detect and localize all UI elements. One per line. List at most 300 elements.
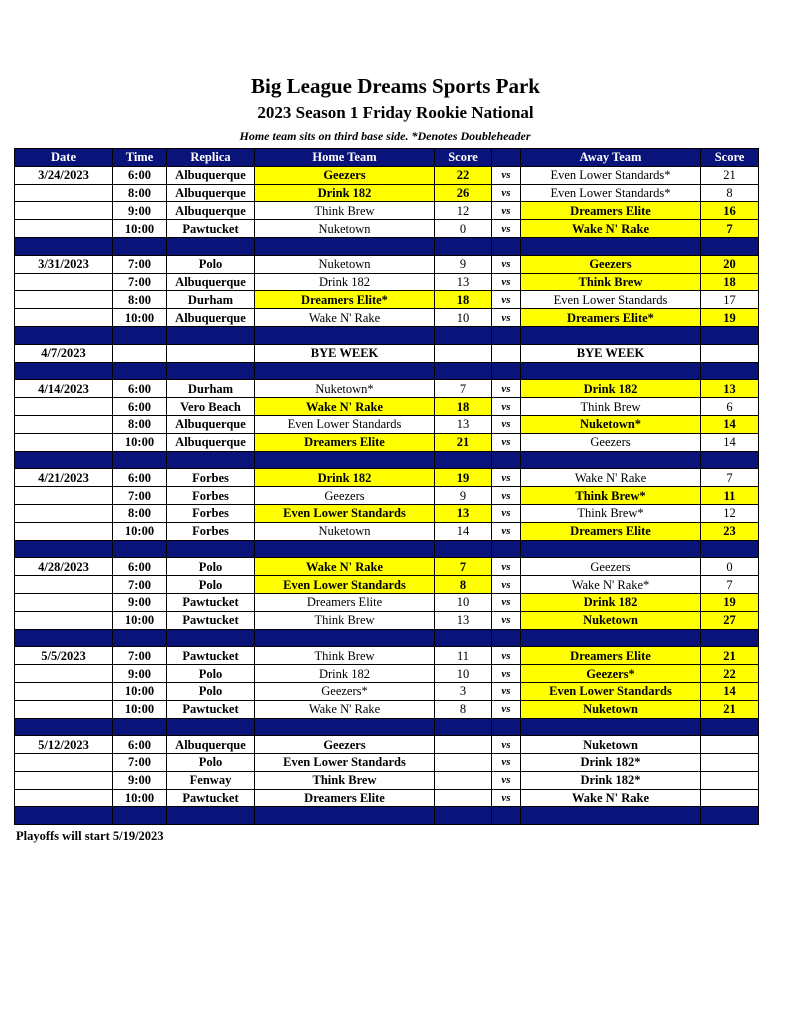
date-cell: [15, 682, 113, 700]
game-row: [15, 558, 759, 576]
game-row: [15, 309, 759, 327]
away-score-cell: 21: [701, 700, 759, 718]
home-team-cell: Wake N' Rake: [255, 700, 435, 718]
vs-cell: vs: [492, 398, 521, 416]
time-cell: 6:00: [113, 166, 167, 184]
separator-cell: [435, 237, 492, 255]
home-score-cell: [435, 754, 492, 772]
separator-cell: [255, 451, 435, 469]
away-team-cell: Nuketown: [521, 611, 701, 629]
home-score-cell: 9: [435, 255, 492, 273]
date-cell: 4/7/2023: [15, 344, 113, 362]
game-row: [15, 522, 759, 540]
separator-cell: [15, 451, 113, 469]
away-team-cell: Dreamers Elite: [521, 647, 701, 665]
replica-cell: Albuquerque: [167, 433, 255, 451]
separator-cell: [701, 237, 759, 255]
separator-cell: [255, 629, 435, 647]
game-row: [15, 754, 759, 772]
separator-cell: [15, 237, 113, 255]
replica-cell: Polo: [167, 682, 255, 700]
week-separator-row: [15, 326, 759, 344]
home-team-cell: Dreamers Elite: [255, 593, 435, 611]
date-cell: 4/28/2023: [15, 558, 113, 576]
replica-cell: Albuquerque: [167, 184, 255, 202]
away-score-cell: 14: [701, 682, 759, 700]
date-cell: [15, 754, 113, 772]
game-row: [15, 771, 759, 789]
header-vs: [492, 149, 521, 167]
separator-cell: [701, 718, 759, 736]
game-row: [15, 576, 759, 594]
date-cell: [15, 433, 113, 451]
away-score-cell: [701, 789, 759, 807]
replica-cell: Vero Beach: [167, 398, 255, 416]
time-cell: 7:00: [113, 487, 167, 505]
away-score-cell: 6: [701, 398, 759, 416]
separator-cell: [521, 629, 701, 647]
playoffs-note: Playoffs will start 5/19/2023: [16, 829, 164, 843]
date-cell: [15, 522, 113, 540]
vs-cell: vs: [492, 682, 521, 700]
time-cell: 10:00: [113, 789, 167, 807]
replica-cell: Durham: [167, 380, 255, 398]
separator-cell: [435, 718, 492, 736]
away-team-cell: Wake N' Rake: [521, 469, 701, 487]
separator-cell: [167, 718, 255, 736]
separator-cell: [521, 362, 701, 380]
week-separator-row: [15, 718, 759, 736]
home-score-cell: 10: [435, 309, 492, 327]
away-score-cell: 13: [701, 380, 759, 398]
replica-cell: Polo: [167, 255, 255, 273]
away-score-cell: 18: [701, 273, 759, 291]
separator-cell: [113, 326, 167, 344]
home-team-cell: BYE WEEK: [255, 344, 435, 362]
vs-cell: [492, 344, 521, 362]
separator-cell: [435, 540, 492, 558]
replica-cell: Polo: [167, 754, 255, 772]
away-team-cell: Geezers*: [521, 665, 701, 683]
replica-cell: Durham: [167, 291, 255, 309]
game-row: [15, 398, 759, 416]
separator-cell: [113, 451, 167, 469]
vs-cell: vs: [492, 700, 521, 718]
away-team-cell: Think Brew: [521, 273, 701, 291]
replica-cell: Pawtucket: [167, 789, 255, 807]
separator-cell: [701, 362, 759, 380]
separator-cell: [701, 629, 759, 647]
home-score-cell: 21: [435, 433, 492, 451]
replica-cell: Forbes: [167, 522, 255, 540]
time-cell: 7:00: [113, 576, 167, 594]
home-score-cell: 13: [435, 415, 492, 433]
separator-cell: [255, 237, 435, 255]
replica-cell: Albuquerque: [167, 309, 255, 327]
time-cell: 6:00: [113, 469, 167, 487]
replica-cell: Pawtucket: [167, 220, 255, 238]
separator-cell: [492, 807, 521, 825]
vs-cell: vs: [492, 273, 521, 291]
home-team-cell: Geezers: [255, 736, 435, 754]
replica-cell: Albuquerque: [167, 273, 255, 291]
home-team-cell: Nuketown: [255, 255, 435, 273]
replica-cell: Polo: [167, 576, 255, 594]
home-score-cell: 8: [435, 700, 492, 718]
time-cell: 9:00: [113, 202, 167, 220]
separator-cell: [435, 451, 492, 469]
home-team-cell: Think Brew: [255, 647, 435, 665]
page-subtitle: 2023 Season 1 Friday Rookie National: [257, 103, 534, 122]
home-team-cell: Drink 182: [255, 469, 435, 487]
home-team-cell: Dreamers Elite*: [255, 291, 435, 309]
separator-cell: [113, 629, 167, 647]
separator-cell: [167, 237, 255, 255]
separator-cell: [113, 540, 167, 558]
away-score-cell: 21: [701, 166, 759, 184]
separator-cell: [701, 540, 759, 558]
date-cell: [15, 700, 113, 718]
separator-cell: [167, 451, 255, 469]
game-row: [15, 291, 759, 309]
replica-cell: Albuquerque: [167, 202, 255, 220]
separator-cell: [701, 451, 759, 469]
away-score-cell: 22: [701, 665, 759, 683]
replica-cell: Pawtucket: [167, 593, 255, 611]
week-separator-row: [15, 540, 759, 558]
date-cell: 3/24/2023: [15, 166, 113, 184]
home-score-cell: [435, 771, 492, 789]
game-row: [15, 504, 759, 522]
vs-cell: vs: [492, 593, 521, 611]
away-team-cell: BYE WEEK: [521, 344, 701, 362]
date-cell: 3/31/2023: [15, 255, 113, 273]
separator-cell: [255, 718, 435, 736]
page-title: Big League Dreams Sports Park: [251, 74, 540, 98]
vs-cell: vs: [492, 309, 521, 327]
home-team-cell: Even Lower Standards: [255, 504, 435, 522]
separator-cell: [521, 718, 701, 736]
game-row: [15, 682, 759, 700]
replica-cell: Pawtucket: [167, 611, 255, 629]
separator-cell: [167, 629, 255, 647]
vs-cell: vs: [492, 789, 521, 807]
schedule-note: Home team sits on third base side. *Denotes Doubleheader: [239, 129, 531, 143]
game-row: [15, 273, 759, 291]
separator-cell: [15, 326, 113, 344]
date-cell: 5/12/2023: [15, 736, 113, 754]
away-score-cell: 16: [701, 202, 759, 220]
time-cell: 7:00: [113, 754, 167, 772]
away-score-cell: [701, 736, 759, 754]
game-row: [15, 202, 759, 220]
time-cell: 10:00: [113, 220, 167, 238]
home-team-cell: Think Brew: [255, 202, 435, 220]
date-cell: [15, 184, 113, 202]
home-team-cell: Drink 182: [255, 273, 435, 291]
time-cell: 8:00: [113, 184, 167, 202]
header-away-team: Away Team: [521, 149, 701, 167]
away-score-cell: [701, 344, 759, 362]
date-cell: [15, 291, 113, 309]
vs-cell: vs: [492, 522, 521, 540]
date-cell: [15, 789, 113, 807]
away-score-cell: 20: [701, 255, 759, 273]
separator-cell: [521, 326, 701, 344]
replica-cell: Pawtucket: [167, 700, 255, 718]
separator-cell: [167, 807, 255, 825]
away-team-cell: Geezers: [521, 433, 701, 451]
home-team-cell: Geezers: [255, 166, 435, 184]
home-team-cell: Even Lower Standards: [255, 754, 435, 772]
week-separator-row: [15, 629, 759, 647]
separator-cell: [521, 540, 701, 558]
home-team-cell: Think Brew: [255, 771, 435, 789]
time-cell: 10:00: [113, 611, 167, 629]
away-score-cell: 12: [701, 504, 759, 522]
home-team-cell: Drink 182: [255, 665, 435, 683]
away-team-cell: Nuketown: [521, 736, 701, 754]
time-cell: 9:00: [113, 593, 167, 611]
separator-cell: [521, 237, 701, 255]
separator-cell: [113, 807, 167, 825]
week-separator-row: [15, 362, 759, 380]
date-cell: [15, 202, 113, 220]
home-team-cell: Dreamers Elite: [255, 433, 435, 451]
replica-cell: Polo: [167, 665, 255, 683]
away-score-cell: 21: [701, 647, 759, 665]
time-cell: 9:00: [113, 771, 167, 789]
home-score-cell: 8: [435, 576, 492, 594]
home-team-cell: Geezers: [255, 487, 435, 505]
date-cell: [15, 593, 113, 611]
home-team-cell: Wake N' Rake: [255, 558, 435, 576]
separator-cell: [435, 362, 492, 380]
date-cell: [15, 487, 113, 505]
away-team-cell: Dreamers Elite*: [521, 309, 701, 327]
game-row: [15, 255, 759, 273]
header-home-score: Score: [435, 149, 492, 167]
separator-cell: [701, 326, 759, 344]
vs-cell: vs: [492, 255, 521, 273]
time-cell: 10:00: [113, 433, 167, 451]
time-cell: 8:00: [113, 291, 167, 309]
away-score-cell: [701, 754, 759, 772]
vs-cell: vs: [492, 469, 521, 487]
vs-cell: vs: [492, 611, 521, 629]
separator-cell: [255, 540, 435, 558]
replica-cell: Albuquerque: [167, 736, 255, 754]
separator-cell: [435, 326, 492, 344]
date-cell: [15, 576, 113, 594]
separator-cell: [492, 362, 521, 380]
home-score-cell: 3: [435, 682, 492, 700]
game-row: [15, 736, 759, 754]
home-score-cell: 0: [435, 220, 492, 238]
separator-cell: [492, 237, 521, 255]
time-cell: [113, 344, 167, 362]
home-score-cell: 22: [435, 166, 492, 184]
away-team-cell: Geezers: [521, 558, 701, 576]
home-team-cell: Nuketown*: [255, 380, 435, 398]
home-score-cell: 10: [435, 665, 492, 683]
home-score-cell: 18: [435, 398, 492, 416]
time-cell: 7:00: [113, 647, 167, 665]
date-cell: 5/5/2023: [15, 647, 113, 665]
vs-cell: vs: [492, 202, 521, 220]
game-row: [15, 415, 759, 433]
vs-cell: vs: [492, 576, 521, 594]
separator-cell: [15, 807, 113, 825]
away-score-cell: 7: [701, 576, 759, 594]
away-team-cell: Nuketown*: [521, 415, 701, 433]
away-team-cell: Think Brew*: [521, 487, 701, 505]
vs-cell: vs: [492, 220, 521, 238]
separator-cell: [113, 718, 167, 736]
game-row: [15, 593, 759, 611]
away-team-cell: Even Lower Standards*: [521, 166, 701, 184]
away-score-cell: 11: [701, 487, 759, 505]
week-separator-row: [15, 807, 759, 825]
away-team-cell: Wake N' Rake: [521, 789, 701, 807]
separator-cell: [435, 629, 492, 647]
game-row: [15, 220, 759, 238]
home-score-cell: 12: [435, 202, 492, 220]
game-row: [15, 789, 759, 807]
replica-cell: Forbes: [167, 504, 255, 522]
away-score-cell: 14: [701, 415, 759, 433]
vs-cell: vs: [492, 504, 521, 522]
time-cell: 7:00: [113, 255, 167, 273]
separator-cell: [167, 362, 255, 380]
home-score-cell: 13: [435, 611, 492, 629]
week-separator-row: [15, 451, 759, 469]
vs-cell: vs: [492, 184, 521, 202]
game-row: [15, 487, 759, 505]
home-score-cell: 7: [435, 558, 492, 576]
date-cell: 4/14/2023: [15, 380, 113, 398]
home-score-cell: 9: [435, 487, 492, 505]
separator-cell: [15, 718, 113, 736]
vs-cell: vs: [492, 487, 521, 505]
time-cell: 10:00: [113, 522, 167, 540]
home-score-cell: 10: [435, 593, 492, 611]
away-team-cell: Drink 182: [521, 593, 701, 611]
away-team-cell: Wake N' Rake*: [521, 576, 701, 594]
away-team-cell: Dreamers Elite: [521, 522, 701, 540]
replica-cell: Forbes: [167, 469, 255, 487]
away-team-cell: Dreamers Elite: [521, 202, 701, 220]
game-row: [15, 665, 759, 683]
home-team-cell: Even Lower Standards: [255, 576, 435, 594]
separator-cell: [15, 540, 113, 558]
away-team-cell: Nuketown: [521, 700, 701, 718]
away-team-cell: Wake N' Rake: [521, 220, 701, 238]
away-team-cell: Even Lower Standards: [521, 682, 701, 700]
time-cell: 7:00: [113, 273, 167, 291]
separator-cell: [113, 362, 167, 380]
header-row: [15, 149, 759, 167]
away-score-cell: 14: [701, 433, 759, 451]
game-row: [15, 469, 759, 487]
date-cell: [15, 611, 113, 629]
game-row: [15, 700, 759, 718]
replica-cell: [167, 344, 255, 362]
home-score-cell: 7: [435, 380, 492, 398]
away-team-cell: Geezers: [521, 255, 701, 273]
date-cell: [15, 504, 113, 522]
date-cell: [15, 415, 113, 433]
replica-cell: Albuquerque: [167, 415, 255, 433]
time-cell: 6:00: [113, 398, 167, 416]
home-score-cell: [435, 344, 492, 362]
vs-cell: vs: [492, 754, 521, 772]
time-cell: 9:00: [113, 665, 167, 683]
away-score-cell: 7: [701, 469, 759, 487]
vs-cell: vs: [492, 291, 521, 309]
separator-cell: [167, 540, 255, 558]
home-team-cell: Think Brew: [255, 611, 435, 629]
home-score-cell: [435, 789, 492, 807]
separator-cell: [435, 807, 492, 825]
game-row: [15, 184, 759, 202]
away-team-cell: Even Lower Standards*: [521, 184, 701, 202]
home-team-cell: Drink 182: [255, 184, 435, 202]
separator-cell: [701, 807, 759, 825]
game-row: [15, 166, 759, 184]
header-time: Time: [113, 149, 167, 167]
replica-cell: Forbes: [167, 487, 255, 505]
home-team-cell: Even Lower Standards: [255, 415, 435, 433]
vs-cell: vs: [492, 647, 521, 665]
away-score-cell: 19: [701, 309, 759, 327]
game-row: [15, 433, 759, 451]
date-cell: 4/21/2023: [15, 469, 113, 487]
away-team-cell: Even Lower Standards: [521, 291, 701, 309]
separator-cell: [492, 629, 521, 647]
game-row: [15, 380, 759, 398]
home-score-cell: 13: [435, 273, 492, 291]
away-team-cell: Drink 182: [521, 380, 701, 398]
separator-cell: [15, 362, 113, 380]
separator-cell: [492, 451, 521, 469]
vs-cell: vs: [492, 771, 521, 789]
separator-cell: [521, 451, 701, 469]
schedule-table: [14, 148, 759, 825]
home-score-cell: 18: [435, 291, 492, 309]
game-row: [15, 611, 759, 629]
header-date: Date: [15, 149, 113, 167]
away-team-cell: Think Brew: [521, 398, 701, 416]
vs-cell: vs: [492, 433, 521, 451]
time-cell: 10:00: [113, 700, 167, 718]
vs-cell: vs: [492, 736, 521, 754]
game-row: [15, 344, 759, 362]
separator-cell: [167, 326, 255, 344]
home-score-cell: 13: [435, 504, 492, 522]
home-team-cell: Nuketown: [255, 522, 435, 540]
date-cell: [15, 771, 113, 789]
away-score-cell: 19: [701, 593, 759, 611]
home-team-cell: Dreamers Elite: [255, 789, 435, 807]
date-cell: [15, 220, 113, 238]
header-replica: Replica: [167, 149, 255, 167]
time-cell: 6:00: [113, 736, 167, 754]
time-cell: 8:00: [113, 415, 167, 433]
separator-cell: [492, 326, 521, 344]
vs-cell: vs: [492, 665, 521, 683]
away-score-cell: [701, 771, 759, 789]
